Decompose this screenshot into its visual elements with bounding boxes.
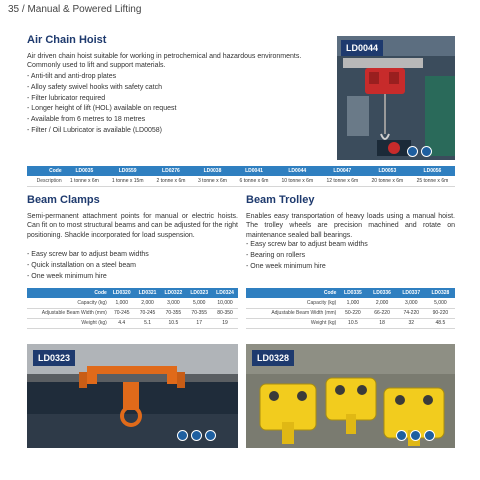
table-cell: 90-220	[426, 308, 455, 318]
list-item: - Easy screw bar to adjust beam widths	[27, 250, 238, 261]
description-cell: 2 tonne x 6m	[150, 176, 192, 186]
table-cell: 70-245	[135, 308, 161, 318]
product-code-cell: LD0320	[109, 288, 135, 298]
air-chain-hoist-features	[27, 72, 327, 137]
product-code-cell: LD0328	[426, 288, 455, 298]
table-cell: 48.5	[426, 318, 455, 328]
air-chain-hoist-title: Air Chain Hoist	[27, 34, 107, 46]
table-cell: 3,000	[160, 298, 186, 308]
boots-icon	[396, 430, 407, 441]
beam-trolley-photo	[246, 344, 455, 448]
table-row	[27, 176, 455, 186]
beam-trolley-table	[246, 288, 455, 329]
description-cell: 1 tonne x 15m	[105, 176, 150, 186]
description-cell: 10 tonne x 6m	[275, 176, 320, 186]
beam-clamp-code-badge: LD0323	[33, 350, 75, 366]
helmet-icon	[191, 430, 202, 441]
table-cell: 1,000	[338, 298, 367, 308]
list-item: - Bearing on rollers	[246, 251, 455, 262]
table-row	[27, 308, 238, 318]
code-header: Code	[246, 288, 338, 298]
table-row	[27, 318, 238, 328]
product-code-cell: LD0053	[365, 166, 410, 176]
list-item: - One week minimum hire	[246, 262, 455, 273]
row-label: Weight (kg)	[246, 318, 338, 328]
product-code-cell: LD0276	[150, 166, 192, 176]
table-cell: 74-220	[397, 308, 426, 318]
table-header-row	[27, 166, 455, 176]
product-code-cell: LD0559	[105, 166, 150, 176]
code-header: Code	[27, 288, 109, 298]
table-cell: 18	[368, 318, 397, 328]
description-cell: 25 tonne x 6m	[410, 176, 455, 186]
description-cell: 6 tonne x 6m	[233, 176, 275, 186]
list-item: - One week minimum hire	[27, 272, 238, 283]
row-label: Capacity (kg)	[246, 298, 338, 308]
product-code-cell: LD0337	[397, 288, 426, 298]
beam-trolley-features	[246, 240, 455, 272]
safety-icons	[177, 430, 216, 441]
table-cell: 19	[212, 318, 238, 328]
product-code-cell: LD0044	[275, 166, 320, 176]
table-header-row	[246, 288, 455, 298]
description-label: Description	[27, 176, 64, 186]
table-cell: 17	[186, 318, 212, 328]
page-header: 35 / Manual & Powered Lifting	[8, 4, 142, 15]
air-chain-hoist-photo	[337, 36, 455, 160]
table-cell: 70-355	[160, 308, 186, 318]
beam-trolley-title: Beam Trolley	[246, 194, 315, 206]
safety-icons	[407, 146, 432, 157]
list-item: - Quick installation on a steel beam	[27, 261, 238, 272]
table-cell: 2,000	[135, 298, 161, 308]
table-cell: 4.4	[109, 318, 135, 328]
row-label: Adjustable Beam Width (mm)	[246, 308, 338, 318]
beam-clamps-features	[27, 250, 238, 282]
product-code-cell: LD0056	[410, 166, 455, 176]
air-chain-hoist-table	[27, 166, 455, 187]
boots-icon	[177, 430, 188, 441]
product-code-cell: LD0336	[368, 288, 397, 298]
table-row	[246, 308, 455, 318]
product-code-cell: LD0041	[233, 166, 275, 176]
table-cell: 10.5	[160, 318, 186, 328]
table-cell: 5.1	[135, 318, 161, 328]
beam-clamps-intro: Semi-permanent attachment points for manual or electric hoists. Can fit on to most structural beams and can be adjusted for the right positioning. Shackle incorporated for load suspension.	[27, 213, 238, 239]
boots-icon	[421, 146, 432, 157]
table-cell: 3,000	[397, 298, 426, 308]
table-cell: 70-355	[186, 308, 212, 318]
table-cell: 70-245	[109, 308, 135, 318]
table-cell: 5,000	[186, 298, 212, 308]
description-cell: 1 tonne x 6m	[64, 176, 106, 186]
list-item: - Easy screw bar to adjust beam widths	[246, 240, 455, 251]
description-cell: 12 tonne x 6m	[320, 176, 365, 186]
helmet-icon	[410, 430, 421, 441]
air-chain-hoist-code-badge: LD0044	[341, 40, 383, 56]
row-label: Weight (kg)	[27, 318, 109, 328]
table-row	[246, 318, 455, 328]
table-header-row	[27, 288, 238, 298]
row-label: Adjustable Beam Width (mm)	[27, 308, 109, 318]
product-code-cell: LD0323	[186, 288, 212, 298]
air-chain-hoist-intro: Air driven chain hoist suitable for working in petrochemical and hazardous environments. Commonly used to lift and support materials.	[27, 53, 302, 70]
product-code-cell: LD0324	[212, 288, 238, 298]
table-cell: 50-220	[338, 308, 367, 318]
product-code-cell: LD0335	[338, 288, 367, 298]
table-cell: 10.5	[338, 318, 367, 328]
gloves-icon	[205, 430, 216, 441]
list-item: - Alloy safety swivel hooks with safety catch	[27, 83, 327, 94]
list-item: - Filter / Oil Lubricator is available (LD0058)	[27, 126, 327, 137]
table-cell: 10,000	[212, 298, 238, 308]
beam-clamps-table	[27, 288, 238, 329]
table-cell: 2,000	[368, 298, 397, 308]
beam-trolley-code-badge: LD0328	[252, 350, 294, 366]
safety-icons	[396, 430, 435, 441]
product-code-cell: LD0038	[192, 166, 234, 176]
row-label: Capacity (kg)	[27, 298, 109, 308]
beam-clamps-title: Beam Clamps	[27, 194, 100, 206]
product-code-cell: LD0321	[135, 288, 161, 298]
product-code-cell: LD0047	[320, 166, 365, 176]
product-code-cell: LD0322	[160, 288, 186, 298]
code-header: Code	[27, 166, 64, 176]
table-cell: 32	[397, 318, 426, 328]
table-row	[27, 298, 238, 308]
beam-trolley-intro: Enables easy transportation of heavy loads using a manual hoist. The trolley wheels are precision machined and rotate on maintenance sealed ball bearings.	[246, 213, 455, 239]
product-code-cell: LD0035	[64, 166, 106, 176]
description-cell: 3 tonne x 6m	[192, 176, 234, 186]
table-cell: 80-350	[212, 308, 238, 318]
table-cell: 1,000	[109, 298, 135, 308]
gloves-icon	[407, 146, 418, 157]
list-item: - Anti-tilt and anti-drop plates	[27, 72, 327, 83]
list-item: - Filter lubricator required	[27, 94, 327, 105]
table-row	[246, 298, 455, 308]
beam-clamp-photo	[27, 344, 238, 448]
table-cell: 66-220	[368, 308, 397, 318]
gloves-icon	[424, 430, 435, 441]
list-item: - Longer height of lift (HOL) available on request	[27, 104, 327, 115]
list-item: - Available from 6 metres to 18 metres	[27, 115, 327, 126]
table-cell: 5,000	[426, 298, 455, 308]
description-cell: 20 tonne x 6m	[365, 176, 410, 186]
